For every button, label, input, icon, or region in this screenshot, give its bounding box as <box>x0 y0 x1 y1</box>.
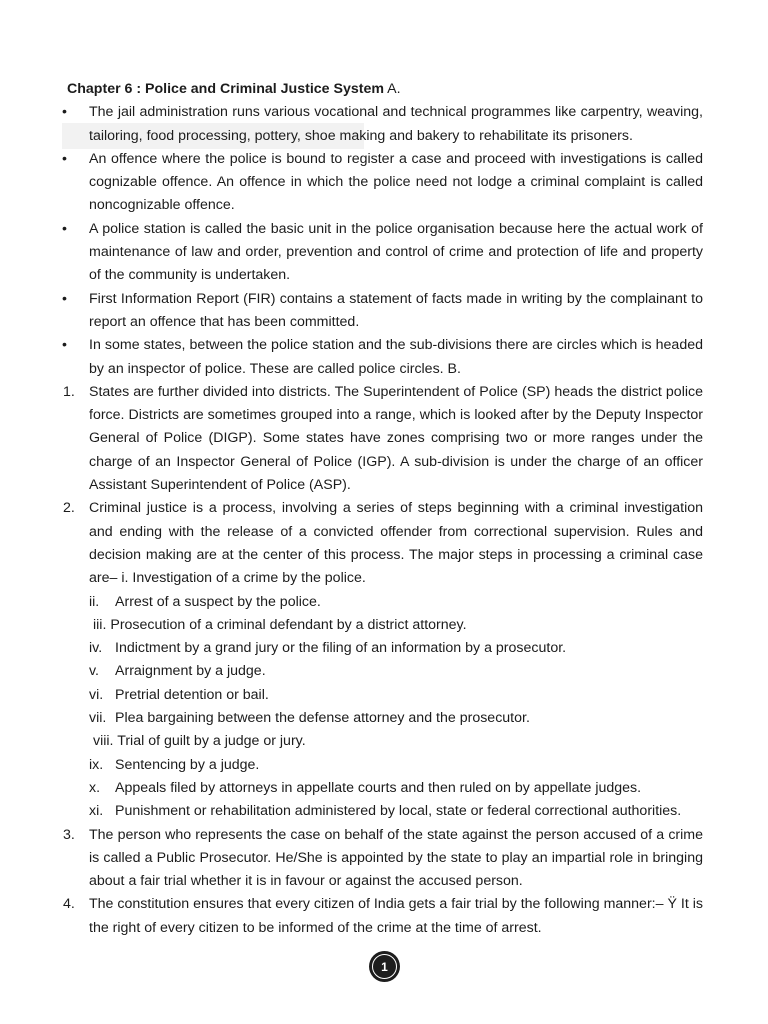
bullet-item <box>62 101 703 148</box>
bullet-icon: • <box>62 104 67 121</box>
item-number: 2. <box>63 500 75 517</box>
bullet-text: A police station is called the basic unit in the police organisation because here the actual work of maintenance of law and order, prevention and control of crime and protection of life and property of the community is undertaken. <box>89 220 703 284</box>
page-number: 1 <box>372 954 397 979</box>
step-item <box>89 754 715 777</box>
step-text: Pretrial detention or bail. <box>115 686 269 703</box>
step-item <box>89 777 715 800</box>
step-numeral: ix. <box>89 756 104 773</box>
step-item <box>89 800 715 823</box>
step-item <box>89 707 715 730</box>
step-text: Appeals filed by attorneys in appellate courts and then ruled on by appellate judges. <box>115 779 642 796</box>
bullet-item <box>62 288 703 335</box>
step-text: Sentencing by a judge. <box>115 756 260 773</box>
step-text: Plea bargaining between the defense attorney and the prosecutor. <box>115 710 530 727</box>
bullet-item <box>62 218 703 288</box>
step-text: Indictment by a grand jury or the filing of an information by a prosecutor. <box>115 640 567 657</box>
step-text: Punishment or rehabilitation administered by local, state or federal correctional authorities. <box>115 803 682 820</box>
step-numeral: xi. <box>89 803 104 820</box>
item-text: States are further divided into districts. The Superintendent of Police (SP) heads the district police force. Districts are sometimes grouped into a range, which is looked after by the Deputy Inspector General of Police (DIGP). Some states have zones comprising two or more ranges under the charge of an Inspector General of Police (IGP). A sub-division is under the charge of an officer Assistant Superintendent of Police (ASP). <box>89 383 703 494</box>
page-number-badge <box>369 951 400 982</box>
step-numeral: viii. <box>93 733 114 750</box>
chapter-title: Chapter 6 : Police and Criminal Justice System <box>67 81 384 97</box>
step-item <box>93 614 693 637</box>
bullet-text: In some states, between the police station and the sub-divisions there are circles which is headed by an inspector of police. These are called police circles. B. <box>89 337 703 377</box>
numbered-item <box>63 497 703 590</box>
bullet-text: An offence where the police is bound to register a case and proceed with investigations is called cognizable offence. An offence in which the police need not lodge a criminal complaint is called noncognizable offence. <box>89 150 703 214</box>
step-numeral: ii. <box>89 593 100 610</box>
step-item <box>89 684 715 707</box>
step-numeral: iv. <box>89 640 103 657</box>
step-item <box>89 660 715 683</box>
item-number: 1. <box>63 383 75 400</box>
numbered-item <box>63 893 703 940</box>
bullet-item <box>62 334 703 381</box>
step-text: Prosecution of a criminal defendant by a district attorney. <box>110 616 467 633</box>
step-item <box>89 591 715 614</box>
numbered-item <box>63 381 703 497</box>
bullet-icon: • <box>62 290 67 307</box>
step-numeral: x. <box>89 779 101 796</box>
item-number: 4. <box>63 896 75 913</box>
bullet-text: The jail administration runs various vocational and technical programmes like carpentry, weaving, tailoring, food processing, pottery, shoe making and bakery to rehabilitate its prisoners. <box>89 104 703 144</box>
step-numeral: iii. <box>93 616 107 633</box>
step-text: Arraignment by a judge. <box>115 663 266 680</box>
step-item <box>93 730 693 753</box>
item-text: Criminal justice is a process, involving a series of steps beginning with a criminal investigation and ending with the release of a convicted offender from correctional supervision. Rules and decision making are at the center of this process. The major steps in processing a criminal case are– i. Investigation of a crime by the police. <box>89 500 703 587</box>
item-text: The person who represents the case on behalf of the state against the person accused of a crime is called a Public Prosecutor. He/She is appointed by the state to play an impartial role in bringing about a fair trial whether it is in favour or against the accused person. <box>89 826 703 890</box>
step-numeral: v. <box>89 663 99 680</box>
step-text: Trial of guilt by a judge or jury. <box>117 733 306 750</box>
bullet-text: First Information Report (FIR) contains a statement of facts made in writing by the complainant to report an offence that has been committed. <box>89 290 703 330</box>
bullet-icon: • <box>62 337 67 354</box>
bullet-item <box>62 148 703 218</box>
chapter-heading <box>67 78 707 101</box>
step-numeral: vii. <box>89 710 107 727</box>
item-number: 3. <box>63 826 75 843</box>
step-item <box>89 637 715 660</box>
step-text: Arrest of a suspect by the police. <box>115 593 321 610</box>
item-text: The constitution ensures that every citizen of India gets a fair trial by the following manner:– Ÿ It is the right of every citizen to be informed of the crime at the time of arrest. <box>89 896 703 936</box>
bullet-icon: • <box>62 220 67 237</box>
document-page <box>0 78 768 940</box>
step-numeral: vi. <box>89 686 104 703</box>
bullet-icon: • <box>62 150 67 167</box>
section-marker: A. <box>383 81 401 97</box>
numbered-item <box>63 824 703 894</box>
